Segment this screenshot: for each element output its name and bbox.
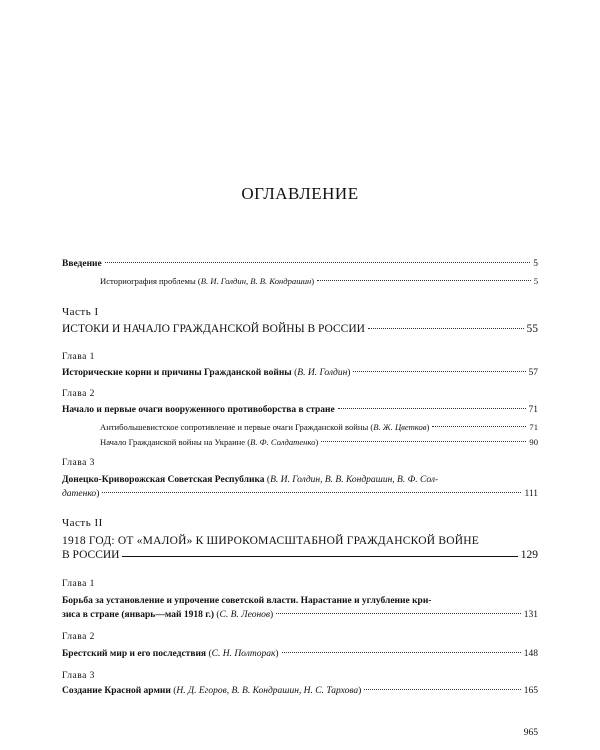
toc-entry-p1-ch2-sub2[interactable]: Начало Гражданской войны на Украине (В. Ф. Солдатенко) 90 [100,437,538,447]
entry-authors: С. В. Леонов [219,610,271,620]
chapter-label: Глава 1 [62,352,95,362]
page-number: 71 [529,422,538,432]
toc-entry-historiography[interactable]: Историография проблемы (В. И. Голдин, В. В. Кондрашин) 5 [100,276,538,286]
leader-dots [321,441,526,442]
leader-dots [317,280,531,281]
page-title: ОГЛАВЛЕНИЕ [241,184,359,203]
page-number: 90 [529,437,538,447]
part-label: Часть I [62,306,99,318]
leader-dots [105,262,531,263]
entry-authors: В. Ф. Солдатенко [250,437,316,447]
chapter-label: Глава 1 [62,579,95,589]
leader-dots [338,408,526,409]
entry-authors: В. И. Голдин, В. В. Кондрашин, В. Ф. Сол- [270,475,439,485]
entry-authors: С. Н. Полторак [211,649,276,659]
leader-dots [102,492,521,493]
chapter-label: Глава 3 [62,458,95,468]
entry-authors: В. Ж. Цветков [373,422,427,432]
entry-title: Исторические корни и причины Гражданской войны [62,368,292,378]
leader-dots [276,613,521,614]
entry-authors: Н. Д. Егоров, В. В. Кондрашин, Н. С. Тархова [176,686,359,696]
entry-title: Создание Красной армии [62,686,171,696]
leader-dots [364,689,520,690]
chapter-label: Глава 3 [62,671,95,681]
leader-rule [122,556,517,557]
toc-entry-p2-ch2[interactable]: Брестский мир и его последствия (С. Н. Полторак) 148 [62,649,538,659]
toc-entry-p2-ch3[interactable]: Создание Красной армии (Н. Д. Егоров, В. В. Кондрашин, Н. С. Тархова) 165 [62,686,538,696]
entry-title: Донецко-Криворожская Советская Республика [62,475,265,485]
chapter-label: Глава 2 [62,632,95,642]
entry-authors: В. И. Голдин [297,368,348,378]
toc-entry-p1-ch1[interactable]: Исторические корни и причины Гражданской войны (В. И. Голдин) 57 [62,368,538,378]
toc-entry-p2-ch1[interactable]: Борьба за установление и упрочение советской власти. Нарастание и углубление кри- зиса в стране (январь—май 1918 г.) (С. В. Леонов) 131 [62,596,538,620]
page-number: 71 [528,405,538,415]
toc-entry-part1[interactable] [62,323,538,335]
page-number: 57 [528,368,538,378]
toc-entry-p1-ch2-sub1[interactable]: Антибольшевистское сопротивление и первые очаги Гражданской войны (В. Ж. Цветков) 71 [100,422,538,432]
part-title-line1: 1918 ГОД: ОТ «МАЛОЙ» К ШИРОКОМАСШТАБНОЙ ГРАЖДАНСКОЙ ВОЙНЕ [62,535,479,547]
page-number: 148 [523,649,538,659]
entry-title: Начало и первые очаги вооруженного противоборства в стране [62,405,335,415]
leader-dots [432,426,526,427]
entry-title: Введение [62,259,102,269]
page-number: 5 [533,276,538,286]
page-number: 111 [524,489,538,499]
part-title-line2: В РОССИИ [62,549,120,561]
leader-dots [282,652,521,653]
toc-entry-p1-ch3[interactable]: Донецко-Криворожская Советская Республика (В. И. Голдин, В. В. Кондрашин, В. Ф. Сол- датенко) 111 [62,475,538,499]
page-number: 55 [526,323,538,335]
chapter-label: Глава 2 [62,389,95,399]
page-number: 5 [533,259,538,269]
page-number: 129 [520,549,538,561]
part-title: ИСТОКИ И НАЧАЛО ГРАЖДАНСКОЙ ВОЙНЫ В РОССИИ [62,323,365,335]
page-number: 165 [523,686,538,696]
toc-entry-p1-ch2[interactable] [62,405,538,415]
entry-title: Брестский мир и его последствия [62,649,207,659]
page-number: 131 [523,610,538,620]
part-label: Часть II [62,517,103,529]
folio-page-number: 965 [523,728,538,738]
entry-title: Борьба за установление и упрочение советской власти. Нарастание и углубление кри- [62,596,432,606]
toc-entry-part2[interactable] [62,534,538,562]
toc-entry-intro[interactable] [62,259,538,269]
leader-dots [353,371,525,372]
leader-dots [368,328,524,329]
entry-authors: В. И. Голдин, В. В. Кондрашин [200,276,312,286]
